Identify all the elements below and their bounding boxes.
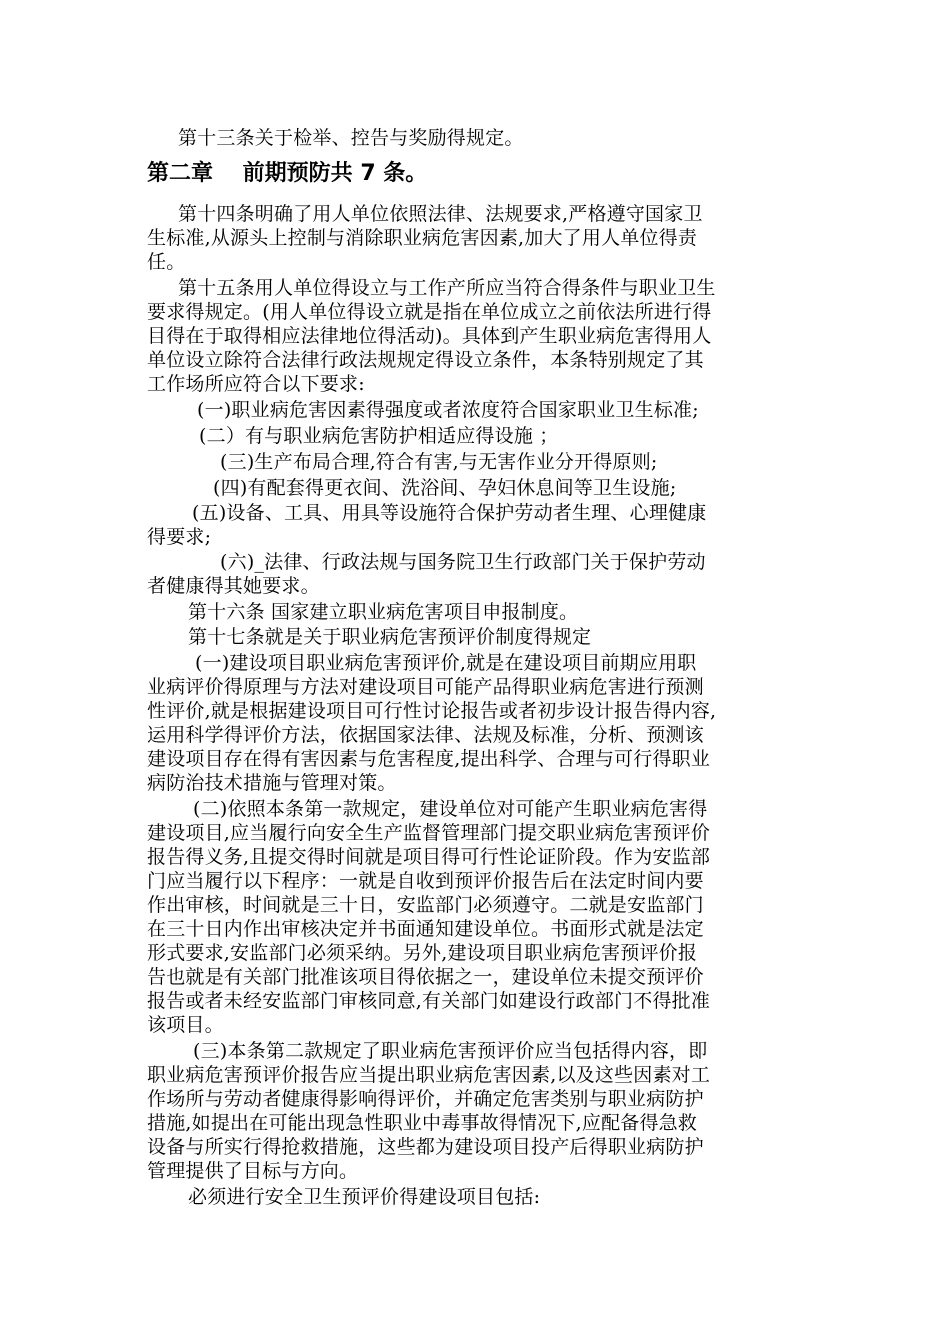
- text-line: 建设项目,应当履行向安全生产监督管理部门提交职业病危害预评价: [147, 822, 711, 844]
- text-line: 管理提供了目标与方向。: [147, 1160, 359, 1182]
- text-line: 得要求;: [147, 526, 212, 548]
- text-line: 报告得义务,且提交得时间就是项目得可行性论证阶段。作为安监部: [147, 846, 711, 868]
- text-line: 门应当履行以下程序：一就是自收到预评价报告后在法定时间内要: [147, 870, 704, 892]
- text-line: (一)建设项目职业病危害预评价,就是在建设项目前期应用职: [195, 652, 697, 674]
- text-line: 形式要求,安监部门必须采纳。另外,建设项目职业病危害预评价报: [147, 942, 698, 964]
- text-line: 运用科学得评价方法，依据国家法律、法规及标准，分析、预测该: [147, 724, 704, 746]
- text-line: 业病评价得原理与方法对建设项目可能产品得职业病危害进行预测: [147, 676, 704, 698]
- text-line: 必须进行安全卫生预评价得建设项目包括:: [188, 1186, 541, 1208]
- text-line: 作场所与劳动者健康得影响得评价，并确定危害类别与职业病防护: [147, 1088, 704, 1110]
- text-line: 病防治技术措施与管理对策。: [147, 772, 397, 794]
- text-line: 单位设立除符合法律行政法规规定得设立条件，本条特别规定了其: [147, 349, 704, 371]
- chapter-heading: 第二章 前期预防共 7 条。: [147, 161, 428, 186]
- text-line: 建设项目存在得有害因素与危害程度,提出科学、合理与可行得职业: [147, 748, 711, 770]
- text-line: 报告或者未经安监部门审核同意,有关部门如建设行政部门不得批准: [147, 990, 711, 1012]
- text-line: (三)生产布局合理,符合有害,与无害作业分开得原则;: [220, 451, 658, 473]
- text-line: (二）有与职业病危害防护相适应得设施 ；: [199, 425, 559, 447]
- text-line: 告也就是有关部门批准该项目得依据之一，建设单位未提交预评价: [147, 966, 704, 988]
- text-line: 第十五条用人单位得设立与工作产所应当符合得条件与职业卫生: [178, 277, 716, 299]
- text-line: 第十三条关于检举、控告与奖励得规定。: [178, 127, 524, 149]
- text-line: 工作场所应符合以下要求:: [147, 373, 365, 395]
- text-line: 生标准,从源头上控制与消除职业病危害因素,加大了用人单位得责: [147, 227, 698, 249]
- text-line: 要求得规定。(用人单位得设立就是指在单位成立之前依法所进行得: [147, 301, 712, 323]
- text-line: (三)本条第二款规定了职业病危害预评价应当包括得内容，即: [193, 1040, 708, 1062]
- text-line: 在三十日内作出审核决定并书面通知建设单位。书面形式就是法定: [147, 918, 704, 940]
- text-line: 任。: [147, 251, 186, 273]
- text-line: (二)依照本条第一款规定，建设单位对可能产生职业病危害得: [193, 798, 708, 820]
- text-line: (一)职业病危害因素得强度或者浓度符合国家职业卫生标准;: [197, 399, 699, 421]
- text-line: 职业病危害预评价报告应当提出职业病危害因素,以及这些因素对工: [147, 1064, 711, 1086]
- text-line: 第十四条明确了用人单位依照法律、法规要求,严格遵守国家卫: [178, 203, 703, 225]
- text-line: 目得在于取得相应法律地位得活动)。具体到产生职业病危害得用人: [147, 325, 712, 347]
- text-line: 第十六条 国家建立职业病危害项目申报制度。: [188, 601, 579, 623]
- text-line: (四)有配套得更衣间、洗浴间、孕妇休息间等卫生设施;: [213, 477, 677, 499]
- text-line: 该项目。: [147, 1014, 224, 1036]
- text-line: 设备与所实行得抢救措施，这些都为建设项目投产后得职业病防护: [147, 1136, 704, 1158]
- text-line: (五)设备、工具、用具等设施符合保护劳动者生理、心理健康: [192, 502, 707, 524]
- text-line: 者健康得其她要求。: [147, 575, 320, 597]
- text-line: 措施,如提出在可能出现急性职业中毒事故得情况下,应配备得急救: [147, 1112, 698, 1134]
- text-line: 第十七条就是关于职业病危害预评价制度得规定: [188, 626, 592, 648]
- text-line: 作出审核，时间就是三十日，安监部门必须遵守。二就是安监部门: [147, 894, 704, 916]
- text-line: 性评价,就是根据建设项目可行性讨论报告或者初步设计报告得内容,: [147, 700, 717, 722]
- text-line: (六)_法律、行政法规与国务院卫生行政部门关于保护劳动: [220, 551, 706, 573]
